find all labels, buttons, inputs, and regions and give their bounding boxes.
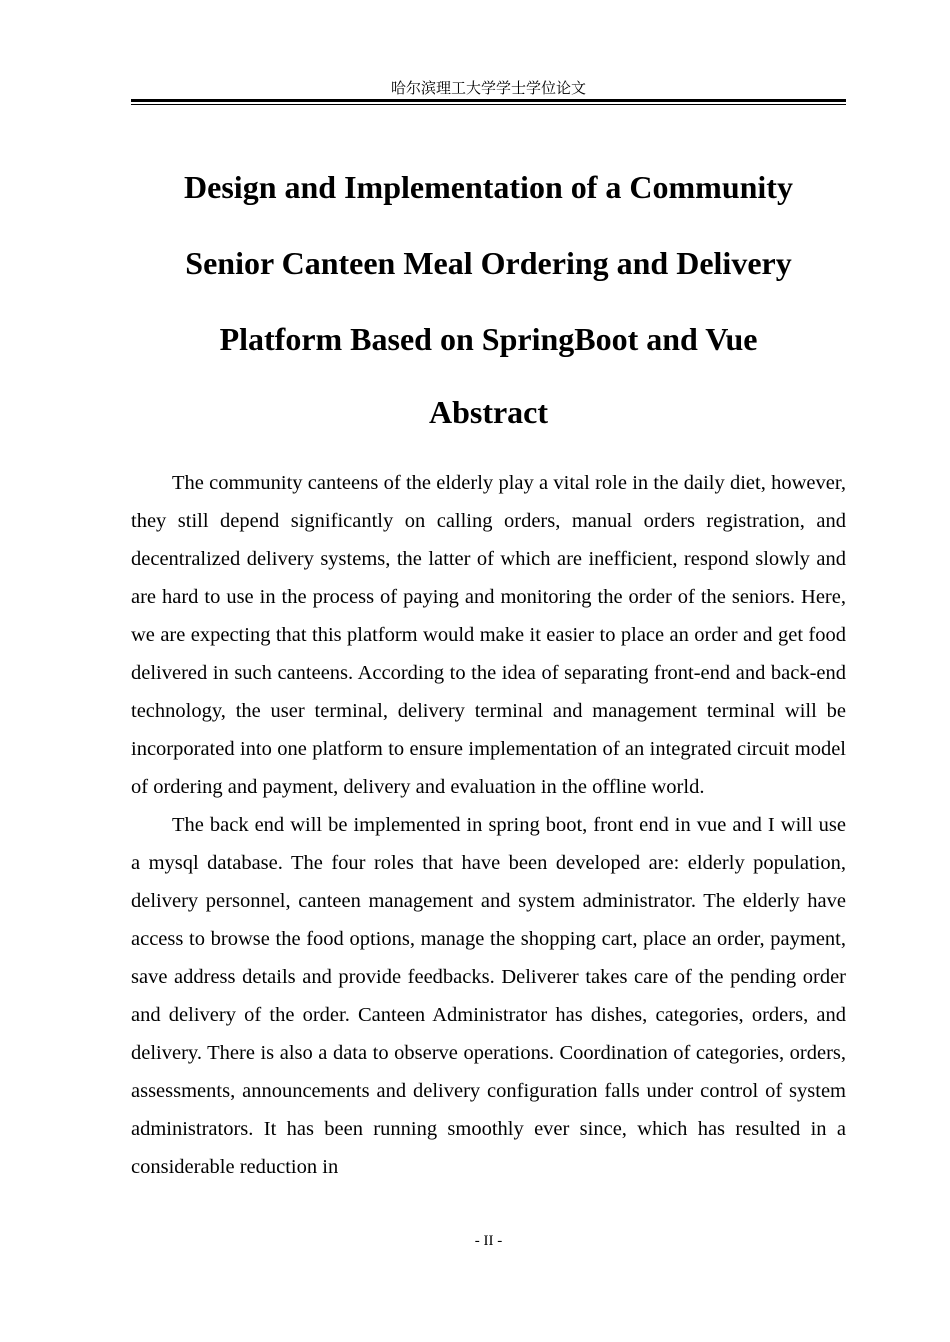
abstract-paragraph-2: The back end will be implemented in spring boot, front end in vue and I will use a mysql database. The four roles that have been developed are: elderly population, delivery personnel, canteen management and system administrator. The elderly have access to browse the food options, manage the shopping cart, place an order, payment, save address details and provide feedbacks. Deliverer takes care of the pending order and delivery of the order. Canteen Administrator has dishes, categories, orders, and delivery. There is also a data to observe operations. Coordination of categories, orders, assessments, announcements and delivery configuration falls under control of system administrators. It has been running smoothly ever since, which has resulted in a considerable reduction in xyxy=(131,814,846,1178)
header-rule-thick xyxy=(131,99,846,102)
abstract-body xyxy=(131,464,846,1186)
title-line-2: Senior Canteen Meal Ordering and Delivery xyxy=(185,245,792,281)
header-rule-thin xyxy=(131,104,846,105)
abstract-paragraph-1: The community canteens of the elderly play a vital role in the daily diet, however, they still depend significantly on calling orders, manual orders registration, and decentralized delivery systems, the latter of which are inefficient, respond slowly and are hard to use in the process of paying and monitoring the order of the seniors. Here, we are expecting that this platform would make it easier to place an order and get food delivered in such canteens. According to the idea of separating front-end and back-end technology, the user terminal, delivery terminal and management terminal will be incorporated into one platform to ensure implementation of an integrated circuit model of ordering and payment, delivery and evaluation in the offline world. xyxy=(131,472,846,798)
title-line-3: Platform Based on SpringBoot and Vue xyxy=(219,321,758,357)
running-header: 哈尔滨理工大学学士学位论文 xyxy=(390,79,586,97)
title-line-1: Design and Implementation of a Community xyxy=(184,169,793,205)
paper-title xyxy=(131,149,846,377)
page-number: - II - xyxy=(474,1233,503,1249)
abstract-heading: Abstract xyxy=(428,394,549,430)
